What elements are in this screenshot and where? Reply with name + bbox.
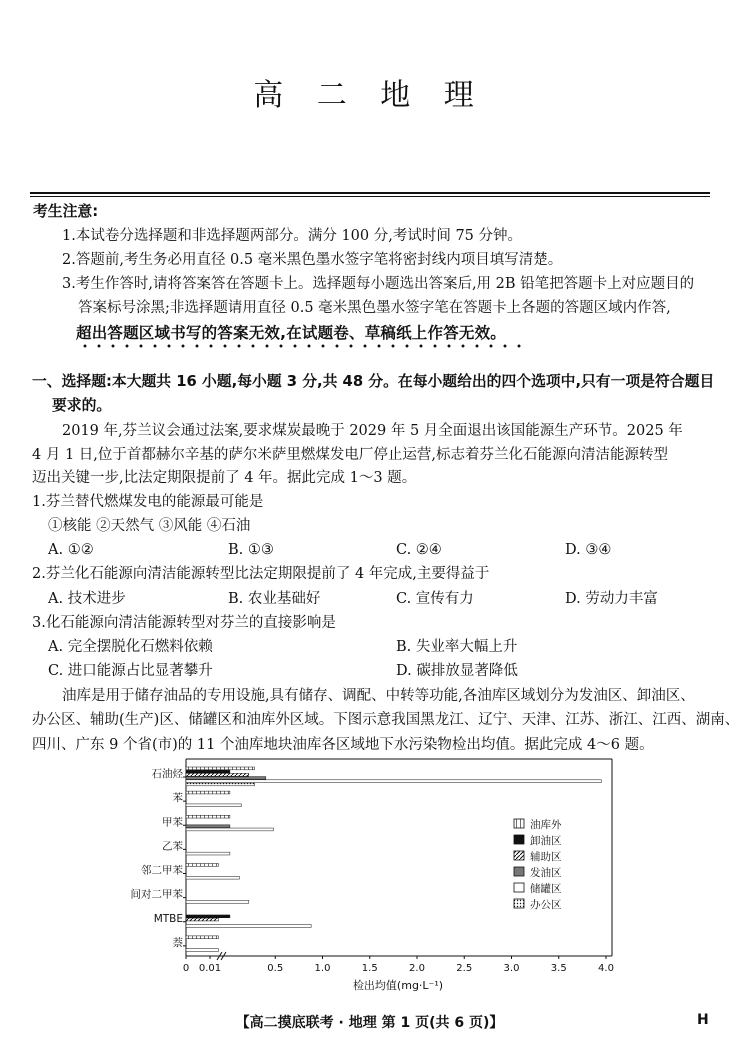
q1-items: ①核能 ②天然气 ③风能 ④石油	[48, 518, 251, 534]
notice-item-2: 2.答题前,考生务必用直径 0.5 毫米黑色墨水签字笔将密封线内项目填写清楚。	[62, 252, 563, 268]
legend-swatch	[514, 883, 524, 892]
passage1-line1: 2019 年,芬兰议会通过法案,要求煤炭最晚于 2029 年 5 月全面退出该国能源生产环节。2025 年	[62, 423, 683, 439]
bar	[186, 936, 218, 939]
chart-legend	[514, 818, 562, 911]
x-tick-label: 0.5	[267, 963, 284, 974]
exam-title: 高 二 地 理	[253, 78, 486, 113]
bar	[186, 915, 230, 918]
bar	[186, 773, 249, 776]
legend-label: 卸油区	[530, 835, 562, 847]
x-tick-label: 3.5	[550, 963, 567, 974]
bar	[186, 791, 230, 794]
notice-item-3: 3.考生作答时,请将答案答在答题卡上。选择题每小题选出答案后,用 2B 铅笔把答题卡上对应题目的	[62, 276, 695, 292]
paper-version: H	[697, 1012, 709, 1028]
bar	[186, 918, 218, 921]
bar	[186, 783, 254, 786]
x-tick-label: 1.0	[314, 963, 331, 974]
q1-option-c: C. ②④	[396, 542, 442, 558]
q2-option-b: B. 农业基础好	[228, 591, 321, 607]
bar	[186, 815, 230, 818]
bar	[186, 876, 239, 879]
q3-option-b: B. 失业率大幅上升	[396, 639, 518, 655]
x-tick-label: 2.5	[456, 963, 473, 974]
page-footer: 【高二摸底联考 · 地理 第 1 页(共 6 页)】	[235, 1015, 504, 1031]
legend-label: 办公区	[530, 899, 562, 911]
x-tick-label: 2.0	[409, 963, 425, 974]
legend-swatch	[514, 867, 524, 876]
q3-option-a: A. 完全摆脱化石燃料依赖	[48, 639, 213, 655]
q2-stem: 2.芬兰化石能源向清洁能源转型比法定期限提前了 4 年完成,主要得益于	[32, 566, 490, 582]
category-label: 石油烃	[151, 768, 183, 780]
notice-item-3-cont: 答案标号涂黑;非选择题请用直径 0.5 毫米黑色墨水签字笔在答题卡上各题的答题区域内作答,	[78, 300, 671, 316]
bar	[186, 900, 249, 903]
legend-swatch	[514, 835, 524, 844]
header-rule	[30, 192, 710, 194]
header-rule-thin	[30, 196, 710, 197]
q3-option-c: C. 进口能源占比显著攀升	[48, 663, 213, 679]
x-tick-label: 1.5	[361, 963, 378, 974]
category-label: MTBE	[153, 912, 183, 925]
bar	[186, 925, 311, 928]
legend-label: 储罐区	[530, 883, 562, 895]
emphasis-dots	[78, 343, 528, 349]
category-label: 甲苯	[162, 816, 183, 829]
legend-swatch	[514, 851, 524, 860]
x-tick-label: 0.01	[198, 963, 222, 974]
q1-option-d: D. ③④	[565, 542, 612, 558]
q2-option-c: C. 宣传有力	[396, 591, 474, 607]
notice-emphasis: 超出答题区域书写的答案无效,在试题卷、草稿纸上作答无效。	[76, 324, 506, 342]
bar	[186, 949, 218, 952]
x-tick-label: 3.0	[503, 963, 520, 974]
legend-swatch	[514, 819, 524, 828]
passage2-line1: 油库是用于储存油品的专用设施,具有储存、调配、中转等功能,各油库区域划分为发油区、卸油区、	[62, 688, 695, 704]
legend-label: 油库外	[530, 819, 562, 831]
bar	[186, 828, 273, 831]
q1-stem: 1.芬兰替代燃煤发电的能源最可能是	[32, 494, 264, 510]
q1-option-a: A. ①②	[48, 542, 94, 558]
bar	[186, 780, 601, 783]
legend-swatch	[514, 899, 524, 908]
notice-item-1: 1.本试卷分选择题和非选择题两部分。满分 100 分,考试时间 75 分钟。	[62, 228, 523, 244]
bar	[186, 804, 241, 807]
section-heading: 一、选择题:本大题共 16 小题,每小题 3 分,共 48 分。在每小题给出的四个选项中,只有一项是符合题目	[32, 373, 715, 390]
pollutant-bar-chart	[0, 755, 739, 995]
bar	[186, 777, 266, 780]
chart-labels	[131, 767, 614, 992]
legend-label: 辅助区	[530, 851, 562, 863]
x-tick-label: 4.0	[598, 963, 614, 974]
notice-heading: 考生注意:	[33, 203, 99, 220]
passage1-line3: 迈出关键一步,比法定期限提前了 4 年。据此完成 1～3 题。	[32, 470, 417, 486]
bar	[186, 864, 218, 867]
passage2-line3: 四川、广东 9 个省(市)的 11 个油库地块油库各区域地下水污染物检出均值。据此完成 4～6 题。	[32, 737, 654, 753]
category-label: 乙苯	[162, 840, 183, 853]
x-axis-label: 检出均值(mg·L⁻¹)	[352, 979, 444, 992]
passage1-line2: 4 月 1 日,位于首都赫尔辛基的萨尔米萨里燃煤发电厂停止运营,标志着芬兰化石能源向清洁能源转型	[32, 447, 668, 463]
q3-option-d: D. 碳排放显著降低	[396, 663, 518, 679]
q3-stem: 3.化石能源向清洁能源转型对芬兰的直接影响是	[32, 615, 336, 631]
legend-label: 发油区	[530, 867, 562, 879]
category-label: 间对二甲苯	[130, 888, 183, 901]
category-label: 萘	[172, 936, 183, 949]
section-heading-cont: 要求的。	[52, 397, 112, 414]
category-label: 邻二甲苯	[141, 864, 183, 877]
bar	[186, 852, 230, 855]
x-tick-label: 0	[182, 963, 190, 974]
q2-option-a: A. 技术进步	[48, 591, 126, 607]
category-label: 苯	[172, 792, 183, 805]
bar	[186, 767, 254, 770]
bar	[186, 825, 230, 828]
q2-option-d: D. 劳动力丰富	[565, 591, 658, 607]
bar	[186, 770, 230, 773]
passage2-line2: 办公区、辅助(生产)区、储罐区和油库外区域。下图示意我国黑龙江、辽宁、天津、江苏、浙江、江西、湖南、	[32, 712, 739, 728]
q1-option-b: B. ①③	[228, 542, 274, 558]
